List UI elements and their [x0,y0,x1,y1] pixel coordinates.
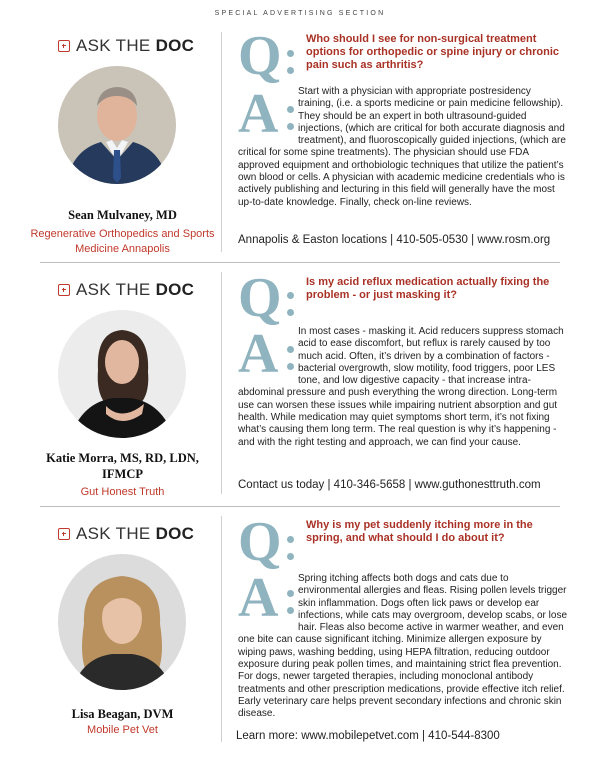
q-colon [287,50,294,76]
contact-info: Contact us today | 410-346-5658 | www.guthonesttruth.com [238,479,541,491]
doctor-photo-katie-morra [58,310,186,438]
answer-text: Start with a physician with appropriate postresidency training, (i.e. a sports medicine or pain medicine fellowship). They should be an expert in both ultrasound-guided injections, (which are critical for both accurate diagnosis and treatment), and fluoroscopically guided injections, (which are critical for some spine treatments). The physician should use FDA approved equipment and orthobiologic techniques that utilize the patient’s own blood or cells. A physician with academic medicine credentials who is actively publishing and lecturing in this field will generally have the most up-to-date knowledge. Finally, check on-line reviews. [238,86,566,208]
ask-the-doc-logo [58,36,194,56]
question-text: Who should I see for non-surgical treatment options for orthopedic or spine injury or chronic pain such as arthritis? [306,33,560,71]
doctor-organization: Mobile Pet Vet [87,724,158,736]
column-divider [221,272,222,494]
column-divider [221,32,222,252]
ask-the-doc-logo [58,280,194,300]
contact-info: Learn more: www.mobilepetvet.com | 410-544-8300 [236,730,500,742]
medical-cross-icon [58,40,70,52]
section-divider [40,506,560,507]
answer-text: Spring itching affects both dogs and cats due to environmental allergies and fleas. Rising pollen levels trigger skin inflammation. Dogs often lick paws or develop ear infections, while cats may overgroom, develop scabs, or lose hair. Fleas also become active in warmer weather, and even one bite can cause significant itching. Minimize allergen exposure by wiping paws, washing bedding, using HEPA filtration, reducing outdoor exposure during peak pollen times, and maintaining strict flea prevention. For dogs, newer targeted therapies, including monoclonal antibody treatments and other prescription medications, provide effective itch relief. Early veterinary care helps prevent secondary infections and chronic skin disease. [238,573,568,720]
question-text: Why is my pet suddenly itching more in the spring, and what should I do about it? [306,519,533,544]
column-divider [221,516,222,742]
logo-ask-the: ASK THE [76,36,151,55]
contact-info: Annapolis & Easton locations | 410-505-0530 | www.rosm.org [238,234,551,246]
a-letter: A [238,567,279,629]
logo-doc: DOC [155,524,195,543]
q-letter: Q [238,25,282,87]
logo-ask-the: ASK THE [76,524,151,543]
doctor-photo-lisa-beagan [58,554,186,690]
q-letter: Q [238,267,282,329]
answer-text: In most cases - masking it. Acid reducers suppress stomach acid to ease discomfort, but reflux is rarely caused by too much acid. Often, it’s driven by a combination of factors - bacterial overgrowth, slow motility, food triggers, poor LES tone, and low digestive capacity - that increase intra-abdominal pressure and push everything the wrong direction. Long-term use can worsen these issues while impairing nutrient absorption and gut health. While medication may quiet symptoms short term, it’s not fixing what’s causing them long term. The real question is why it’s happening - and with the right testing and approach, we can find your cause. [238,326,564,448]
special-advertising-label: SPECIAL ADVERTISING SECTION [214,10,386,17]
medical-cross-icon [58,528,70,540]
doctor-photo-sean-mulvaney [58,66,176,184]
doctor-name: Katie Morra, MS, RD, LDN, IFMCP [46,451,199,481]
section-divider [40,262,560,263]
a-letter: A [238,83,279,145]
q-colon [287,292,294,318]
logo-doc: DOC [155,36,195,55]
q-colon [287,536,294,562]
q-letter: Q [238,511,282,573]
question-text: Is my acid reflux medication actually fixing the problem - or just masking it? [306,276,550,301]
ask-the-doc-logo [58,524,194,544]
doctor-organization: Regenerative Orthopedics and Sports Medicine Annapolis [30,228,215,255]
doctor-name: Lisa Beagan, DVM [71,707,174,721]
doctor-name: Sean Mulvaney, MD [68,208,177,222]
a-letter: A [238,323,279,385]
medical-cross-icon [58,284,70,296]
logo-doc: DOC [155,280,195,299]
logo-ask-the: ASK THE [76,280,151,299]
doctor-organization: Gut Honest Truth [80,486,165,498]
